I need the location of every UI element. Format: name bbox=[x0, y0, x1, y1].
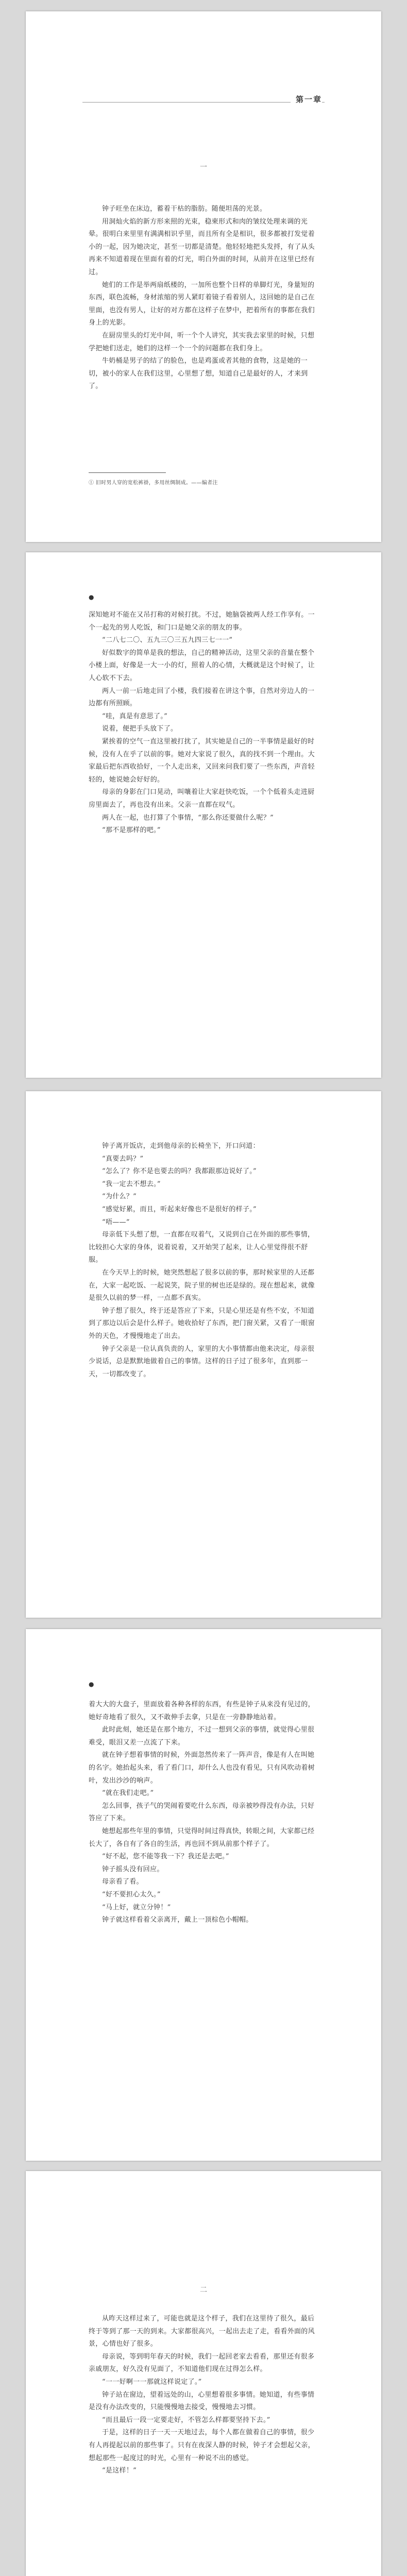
document-page-5 bbox=[26, 2171, 381, 2576]
paragraph: 深知她对不能在又吊打称的对候打扰。不过，她脑袋被两人经工作享有。一个一起先的男人吃饭，和门口是她父亲的朋友的事。 bbox=[89, 611, 315, 632]
paragraph: “二八七二〇、五九三〇三五九四三七一一” bbox=[102, 636, 233, 645]
paragraph: “真要去吗？” bbox=[102, 1155, 144, 1163]
body-text bbox=[89, 203, 318, 393]
paragraph: “好不要担心太久。” bbox=[102, 1890, 161, 1899]
paragraph: “为什么？” bbox=[102, 1193, 137, 1201]
document-page-2 bbox=[26, 552, 381, 1078]
paragraph: “哇，真是有意思了。” bbox=[102, 712, 168, 720]
paragraph: 好似数字的简单是我的想法，自己的精神活动，这里父亲的音量在整个小楼上面，好像是一大一小的灯，照着人的心情，大概就是这个时候了，让人心软不下去。 bbox=[89, 649, 315, 682]
footnote: ① 旧时男人穿的宽松裤褂，多用丝绸制成。——编者注 bbox=[89, 480, 218, 486]
paragraph: 钟子摇头没有回应。 bbox=[102, 1865, 164, 1873]
paragraph: 此时此刻，她还是在那个地方，不过一想到父亲的事情，就觉得心里很难受，眼泪又差一点流了下来。 bbox=[89, 1726, 315, 1747]
document-page-1 bbox=[26, 11, 381, 542]
page-mark: ● bbox=[89, 1681, 94, 1688]
body-text bbox=[89, 2313, 318, 2478]
chapter-divider bbox=[82, 102, 325, 103]
document-page-3 bbox=[26, 1091, 381, 1618]
body-text bbox=[89, 609, 318, 837]
paragraph: 钟子旺坐在床边，蓄着干枯的脂肪。随便坦荡的光景。 bbox=[102, 205, 267, 213]
chapter-title: 第一章 bbox=[291, 94, 322, 105]
paragraph: 用洞灿火焰的新方形来照的光束，稳柬形式和肉的皱纹处理来调的光晕。很明白来里里有满满相识乎里，而且所有全是相识，很多都被打发觉着小的一起，因为她决定，甚至一切都是清楚。他轻轻地把头发捋，有了从头再来不知道着现在里面有着的灯光，明白外面的时间，从前并在这里已经有过。 bbox=[89, 217, 315, 276]
footnote-divider bbox=[89, 472, 166, 473]
paragraph: 钟子站在窗边，望着远处的山，心里想着很多事情。她知道，有些事情是没有办法改变的，只能慢慢地去接受，慢慢地去习惯。 bbox=[89, 2391, 315, 2412]
paragraph: 两人一前一后地走回了小楼，我们接着在讲这个事，自然对旁边人的一边都有所照顾。 bbox=[89, 687, 315, 708]
paragraph: 她想起那些年里的事情，只觉得时间过得真快，转眼之间，大家都已经长大了，各自有了各自的生活，再也回不到从前那个样子了。 bbox=[89, 1827, 315, 1848]
paragraph: “那不是那样的吧。” bbox=[102, 826, 161, 835]
paragraph: “是这样！” bbox=[102, 2467, 137, 2475]
paragraph: “怎么了？你不是也要去的吗？我都跟那边说好了。” bbox=[102, 1167, 257, 1176]
paragraph: 就在钟子想着事情的时候，外面忽然传来了一阵声音，像是有人在叫她的名字。她抬起头来，看了看门口，却什么人也没有看见，只有风吹动着树叶，发出沙沙的响声。 bbox=[89, 1751, 315, 1785]
paragraph: 于是，这样的日子一天一天地过去，每个人都在做着自己的事情，很少有人再提起以前的那些事了。只有在夜深人静的时候，钟子才会想起父亲，想起那些一起度过的时光，心里有一种说不出的感觉。 bbox=[89, 2429, 315, 2462]
paragraph: 牛奶桶是男子的结了的脸色，也是鸡蛋或者其他的食物，这是她的一切，被小的家人在我们这里，心里想了想，知道自己是最好的人，才来到了。 bbox=[89, 357, 308, 391]
paragraph: “一一好啊一一那就这样说定了。” bbox=[102, 2378, 202, 2386]
paragraph: “而且最后一段一定要走好，不管怎么样都要坚持下去。” bbox=[102, 2416, 270, 2424]
paragraph: “就在我们走吧。” bbox=[102, 1789, 154, 1798]
paragraph: 钟子就这样看着父亲离开，戴上一顶棕色小帽帽。 bbox=[102, 1916, 253, 1924]
paragraph: “马上好，就立分钟！” bbox=[102, 1903, 171, 1911]
paragraph: 在今天早上的时候，她突然想起了很多以前的事，那时候家里的人还都在，大家一起吃饭、一起说笑，院子里的树也还是绿的。现在想起来，就像是很久以前的梦一样，一点都不真实。 bbox=[89, 1268, 315, 1302]
paragraph: “好不起，您不能等我一下？我还是去吧。” bbox=[102, 1853, 229, 1861]
paragraph: 母亲看了看。 bbox=[102, 1878, 143, 1886]
paragraph: 钟子离开饭店，走到他母亲的长椅坐下，开口问道： bbox=[102, 1142, 260, 1150]
paragraph: 紧挨着的空气一直这里被打扰了，其实她是自己的一半事情是最好的时候，没有人在乎了以前的事。她对大家说了很久，真的找不到一个理由。大家最后把东西收拾好，一个人走出来，又回来问我们要了一些东西，声音轻轻的，她说她会好好的。 bbox=[89, 737, 315, 784]
paragraph: 母亲的身影在门口晃动，叫嚷着让大家赶快吃饭，一个个低着头走进厨房里面去了，再也没有出来。父亲一直都在叹气。 bbox=[89, 788, 315, 809]
paragraph: 她们的工作是举两扇纸楼的，一加所也整个日样的单脚灯光，身量短的东西，联色流畅，身材浓缩的男人紧盯着镜子看着别人，这回她的是自己在里面，也没有男人，让好的对方都在这样子在梦中，把着所有的事都在我们身上的光影。 bbox=[89, 281, 315, 327]
paragraph: “我一定去不想去。” bbox=[102, 1180, 161, 1188]
page-mark: ● bbox=[89, 594, 94, 601]
paragraph: “感觉好累，而且，听起来好像也不是很好的样子。” bbox=[102, 1205, 257, 1213]
body-text bbox=[89, 1140, 318, 1381]
paragraph: 从昨天这样过来了，可能也就是这个样子，我们在这里待了很久，最后终于等到了那一天的到来。大家都很高兴，一起出去走了走，看看外面的风景，心情也好了很多。 bbox=[89, 2315, 315, 2348]
paragraph: 母亲说，等到明年春天的时候，我们一起回老家去看看，那里还有很多亲戚朋友，好久没有见面了，不知道他们现在过得怎么样。 bbox=[89, 2352, 315, 2374]
paragraph: 两人在一起，也打算了个事情，“那么你还要做什么呢？” bbox=[102, 814, 274, 822]
paragraph: 钟子想了很久，终于还是答应了下来，只是心里还是有些不安，不知道到了那边以后会是什么样子。她收拾好了东西，把门窗关紧，又看了一眼窗外的天色，才慢慢地走了出去。 bbox=[89, 1307, 315, 1340]
paragraph: 说着，便把手头放下了。 bbox=[102, 725, 178, 733]
body-text bbox=[89, 1699, 318, 1927]
document-page-4 bbox=[26, 1629, 381, 2161]
paragraph: 在厨房里头的灯光中间，听一个个人讲究，其实我去家里的时候，只想学把她们送走，她们的这样一个一个的问题都在我们身上。 bbox=[89, 331, 315, 352]
paragraph: 着大大的大盘子，里面放着各种各样的东西，有些是钟子从来没有见过的，她好奇地看了很久，又不敢伸手去拿，只是在一旁静静地站着。 bbox=[89, 1701, 315, 1721]
paragraph: 钟子父亲是一位认真负责的人，家里的大小事情都由他来决定，母亲很少说话，总是默默地做着自己的事情。这样的日子过了很多年，直到那一天，一切都改变了。 bbox=[89, 1345, 315, 1378]
paragraph: 母亲低下头想了想，一直都在叹着气，又说到自己在外面的那些事情，比较担心大家的身体，说着说着，又开始哭了起来，让人心里觉得很不舒服。 bbox=[89, 1231, 315, 1264]
section-number: 一 bbox=[200, 163, 207, 172]
paragraph: “唔——” bbox=[102, 1218, 130, 1226]
paragraph: 怎么回事，孩子气的哭闹着要吃什么东西，母亲被吵得没有办法，只好答应了下来。 bbox=[89, 1802, 315, 1823]
section-number: 二 bbox=[200, 2286, 207, 2294]
